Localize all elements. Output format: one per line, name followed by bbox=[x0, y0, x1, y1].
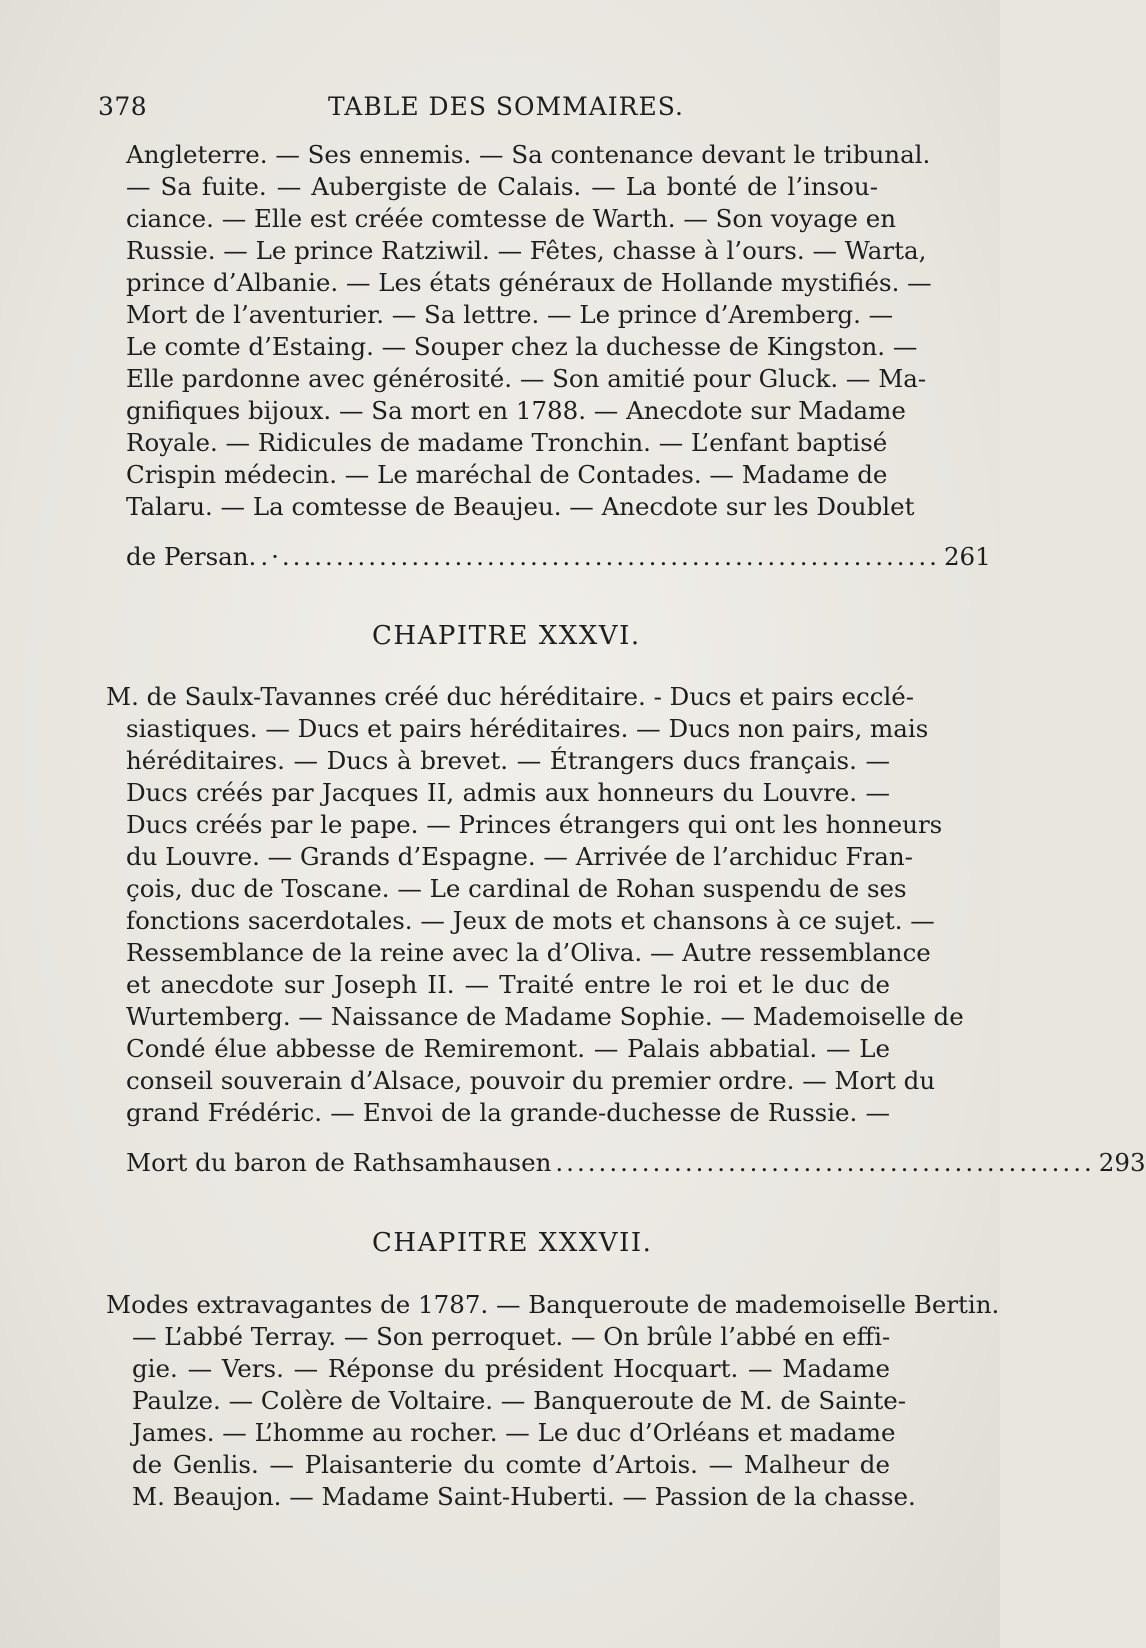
text-line: Wurtemberg. — Naissance de Madame Sophie. — Mademoiselle de bbox=[126, 1002, 964, 1031]
text-line: conseil souverain d’Alsace, pouvoir du premier ordre. — Mort du bbox=[126, 1066, 936, 1095]
text-line: Russie. — Le prince Ratziwil. — Fêtes, chasse à l’ours. — Warta, bbox=[126, 236, 927, 265]
page-number: 378 bbox=[98, 92, 148, 121]
toc-entry-line bbox=[126, 1147, 1146, 1179]
text-line: et anecdote sur Joseph II. — Traité entre le roi et le duc de bbox=[126, 970, 890, 999]
dot-leader: .·............................................................. bbox=[260, 542, 940, 571]
toc-page-reference: 261 bbox=[943, 542, 991, 571]
text-line: M. de Saulx-Tavannes créé duc héréditaire. - Ducs et pairs ecclé- bbox=[106, 682, 915, 711]
text-line: siastiques. — Ducs et pairs héréditaires. — Ducs non pairs, mais bbox=[126, 714, 929, 743]
text-line: fonctions sacerdotales. — Jeux de mots et chansons à ce sujet. — bbox=[126, 906, 935, 935]
text-line: prince d’Albanie. — Les états généraux de Hollande mystifiés. — bbox=[126, 268, 932, 297]
text-line: Modes extravagantes de 1787. — Banqueroute de mademoiselle Bertin. bbox=[106, 1290, 1000, 1319]
text-line: M. Beaujon. — Madame Saint-Huberti. — Passion de la chasse. bbox=[132, 1482, 916, 1511]
toc-page-reference: 293 bbox=[1098, 1148, 1146, 1177]
text-line: de Genlis. — Plaisanterie du comte d’Artois. — Malheur de bbox=[132, 1450, 890, 1479]
chapter-heading: CHAPITRE XXXVI. bbox=[372, 621, 641, 651]
running-title: TABLE DES SOMMAIRES. bbox=[328, 92, 684, 121]
text-line: ciance. — Elle est créée comtesse de Warth. — Son voyage en bbox=[126, 204, 896, 233]
text-line: Ducs créés par le pape. — Princes étrangers qui ont les honneurs bbox=[126, 810, 943, 839]
text-line: James. — L’homme au rocher. — Le duc d’Orléans et madame bbox=[132, 1418, 896, 1447]
text-line: Le comte d’Estaing. — Souper chez la duchesse de Kingston. — bbox=[126, 332, 918, 361]
text-line: Ducs créés par Jacques II, admis aux honneurs du Louvre. — bbox=[126, 778, 890, 807]
text-line: Angleterre. — Ses ennemis. — Sa contenance devant le tribunal. bbox=[126, 140, 931, 169]
text-line: — Sa fuite. — Aubergiste de Calais. — La bonté de l’insou- bbox=[126, 172, 878, 201]
text-line: Paulze. — Colère de Voltaire. — Banqueroute de M. de Sainte- bbox=[132, 1386, 907, 1415]
chapter-heading: CHAPITRE XXXVII. bbox=[372, 1228, 653, 1258]
text-line: Mort de l’aventurier. — Sa lettre. — Le prince d’Aremberg. — bbox=[126, 300, 894, 329]
text-line: Talaru. — La comtesse de Beaujeu. — Anecdote sur les Doublet bbox=[126, 492, 915, 521]
toc-entry-line bbox=[126, 541, 991, 573]
text-line: Elle pardonne avec générosité. — Son amitié pour Gluck. — Ma- bbox=[126, 364, 927, 393]
text-line: çois, duc de Toscane. — Le cardinal de Rohan suspendu de ses bbox=[126, 874, 907, 903]
text-line: Ressemblance de la reine avec la d’Oliva. — Autre ressemblance bbox=[126, 938, 931, 967]
text-line: Royale. — Ridicules de madame Tronchin. — L’enfant baptisé bbox=[126, 428, 888, 457]
text-line: du Louvre. — Grands d’Espagne. — Arrivée de l’archiduc Fran- bbox=[126, 842, 913, 871]
text-line: grand Frédéric. — Envoi de la grande-duchesse de Russie. — bbox=[126, 1098, 890, 1127]
text-line: Crispin médecin. — Le maréchal de Contades. — Madame de bbox=[126, 460, 888, 489]
page-header bbox=[98, 92, 878, 132]
dot-leader: .................................................. bbox=[555, 1148, 1095, 1177]
text-line: — L’abbé Terray. — Son perroquet. — On brûle l’abbé en effi- bbox=[132, 1322, 891, 1351]
text-line: gie. — Vers. — Réponse du président Hocquart. — Madame bbox=[132, 1354, 890, 1383]
toc-entry-text: de Persan. bbox=[126, 542, 257, 571]
text-line: Condé élue abbesse de Remiremont. — Palais abbatial. — Le bbox=[126, 1034, 890, 1063]
toc-entry-text: Mort du baron de Rathsamhausen bbox=[126, 1148, 552, 1177]
text-line: gnifiques bijoux. — Sa mort en 1788. — Anecdote sur Madame bbox=[126, 396, 906, 425]
text-line: héréditaires. — Ducs à brevet. — Étrangers ducs français. — bbox=[126, 746, 890, 775]
